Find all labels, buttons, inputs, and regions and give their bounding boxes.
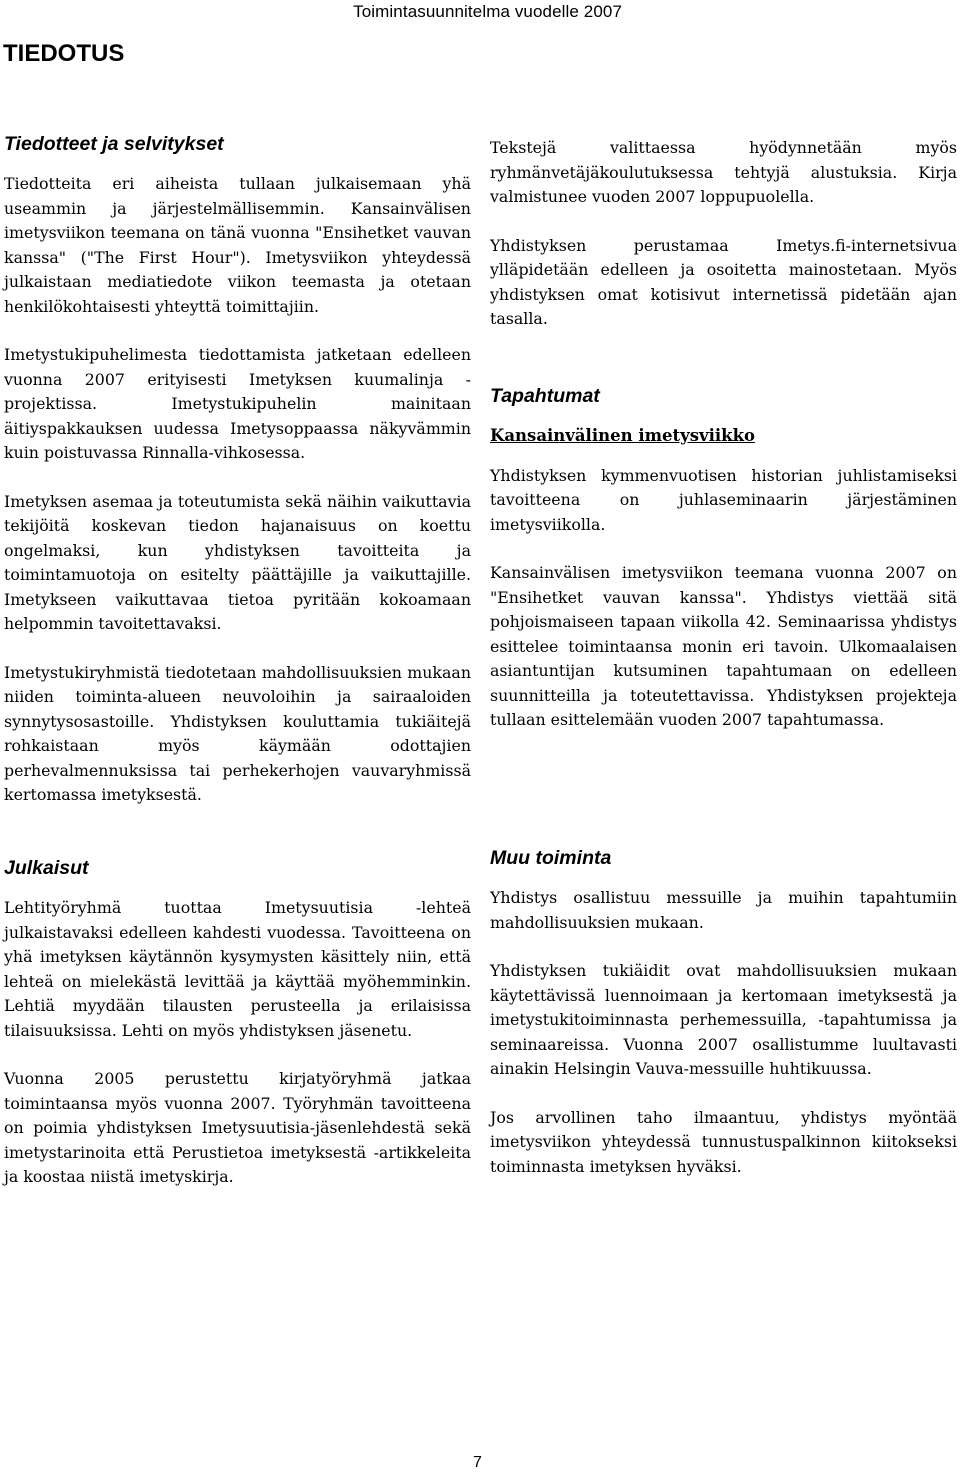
section-heading-tapahtumat: Tapahtumat — [490, 384, 600, 407]
paragraph: Lehtityöryhmä tuottaa Imetysuutisia -lehteä julkaistavaksi edelleen kahdesti vuodessa. Tavoitteena on yhä imetyksen käytännön kysymysten käsittely niin, että lehteä on mielekästä levittää ja käyttää myöhemminkin. Lehtiä myydään tilausten perusteella ja erilaisissa tilaisuuksissa. Lehti on myös yhdistyksen jäsenetu. — [4, 898, 471, 1040]
section-heading-muu-toiminta: Muu toiminta — [490, 847, 612, 869]
paragraph: Tiedotteita eri aiheista tullaan julkaisemaan yhä useammin ja järjestelmällisemmin. Kansainvälisen imetysviikon teemana on tänä vuonna "Ensihetket vauvan kanssa" ("The First Hour"). Imetysviikon yhteydessä julkaistaan mediatiedote viikon teemasta ja otetaan henkilökohtaisesti yhteyttä toimittajiin. — [4, 174, 471, 316]
section-muu-toiminta — [490, 846, 957, 1179]
section-heading-tiedotteet: Tiedotteet ja selvitykset — [4, 133, 224, 155]
page-title: TIEDOTUS — [3, 40, 125, 67]
paragraph: Yhdistyksen kymmenvuotisen historian juhlistamiseksi tavoitteena on juhlaseminaarin järjestäminen imetysviikolla. — [490, 465, 957, 534]
paragraph: Yhdistys osallistuu messuille ja muihin tapahtumiin mahdollisuuksien mukaan. — [490, 888, 957, 932]
section-heading-julkaisut: Julkaisut — [4, 857, 89, 879]
section-right-top — [490, 136, 957, 733]
page-number: 7 — [473, 1454, 482, 1471]
paragraph: Imetystukiryhmistä tiedotetaan mahdollisuuksien mukaan niiden toiminta-alueen neuvoloihin ja sairaaloiden synnytysosastoille. Yhdistyksen kouluttamia tukiäitejä rohkaistaan myös käymään odottajien perhevalmennuksissa tai perhekerhojen vauvaryhmissä kertomassa imetyksestä. — [4, 662, 471, 804]
paragraph: Tekstejä valittaessa hyödynnetään myös ryhmänvetäjäkoulutuksessa tehtyjä alustuksia. Kirja valmistunee vuoden 2007 loppupuolella. — [490, 138, 957, 206]
paragraph: Imetyksen asemaa ja toteutumista sekä näihin vaikuttavia tekijöitä koskevan tiedon hajanaisuus on koettu ongelmaksi, kun yhdistyksen tavoitteita ja toimintamuotoja on esitelty päättäjille ja vaikuttajille. Imetykseen vaikuttavaa tietoa pyritään kokoamaan helpommin tavoitettavaksi. — [4, 491, 471, 633]
section-julkaisut — [4, 856, 471, 1190]
paragraph: Vuonna 2005 perustettu kirjatyöryhmä jatkaa toimintaansa myös vuonna 2007. Työryhmän tavoitteena on poimia yhdistyksen Imetysuutisia-jäsenlehdestä sekä imetystarinoita että Perustietoa imetyksestä -artikkeleita ja koostaa niistä imetyskirja. — [4, 1069, 471, 1186]
paragraph: Jos arvollinen taho ilmaantuu, yhdistys myöntää imetysviikon yhteydessä tunnustuspalkinnon kiitokseksi toiminnasta imetyksen hyväksi. — [490, 1107, 957, 1176]
paragraph: Yhdistyksen tukiäidit ovat mahdollisuuksien mukaan käytettävissä luennoimaan ja kertomaan imetyksestä ja imetystukitoiminnasta perhemessuilla, -tapahtumissa ja seminaareissa. Vuonna 2007 osallistumme luultavasti ainakin Helsingin Vauva-messuille huhtikuussa. — [490, 961, 957, 1078]
paragraph: Yhdistyksen perustamaa Imetys.fi-internetsivua ylläpidetään edelleen ja osoitetta mainostetaan. Myös yhdistyksen omat kotisivut internetissä pidetään ajan tasalla. — [490, 235, 957, 328]
paragraph: Kansainvälisen imetysviikon teemana vuonna 2007 on "Ensihetket vauvan kanssa". Yhdistys viettää sitä pohjoismaiseen tapaan viikolla 42. Seminaarissa yhdistys esittelee toimintaansa monin eri tavoin. Ulkomaalaisen asiantuntijan kutsuminen tapahtumaan on edelleen suunnitteilla ja toteutettavissa. Yhdistyksen projekteja tullaan esittelemään vuoden 2007 tapahtumassa. — [490, 563, 957, 729]
section-subheading-imetysviikko: Kansainvälinen imetysviikko — [490, 425, 756, 445]
paragraph: Imetystukipuhelimesta tiedottamista jatketaan edelleen vuonna 2007 erityisesti Imetyksen kuumalinja -projektissa. Imetystukipuhelin mainitaan äitiyspakkauksen uudessa Imetysoppaassa näkyvämmin kuin poistuvassa Rinnalla-vihkosessa. — [4, 345, 471, 462]
section-tiedotteet — [4, 132, 471, 808]
running-header: Toimintasuunnitelma vuodelle 2007 — [353, 2, 622, 21]
